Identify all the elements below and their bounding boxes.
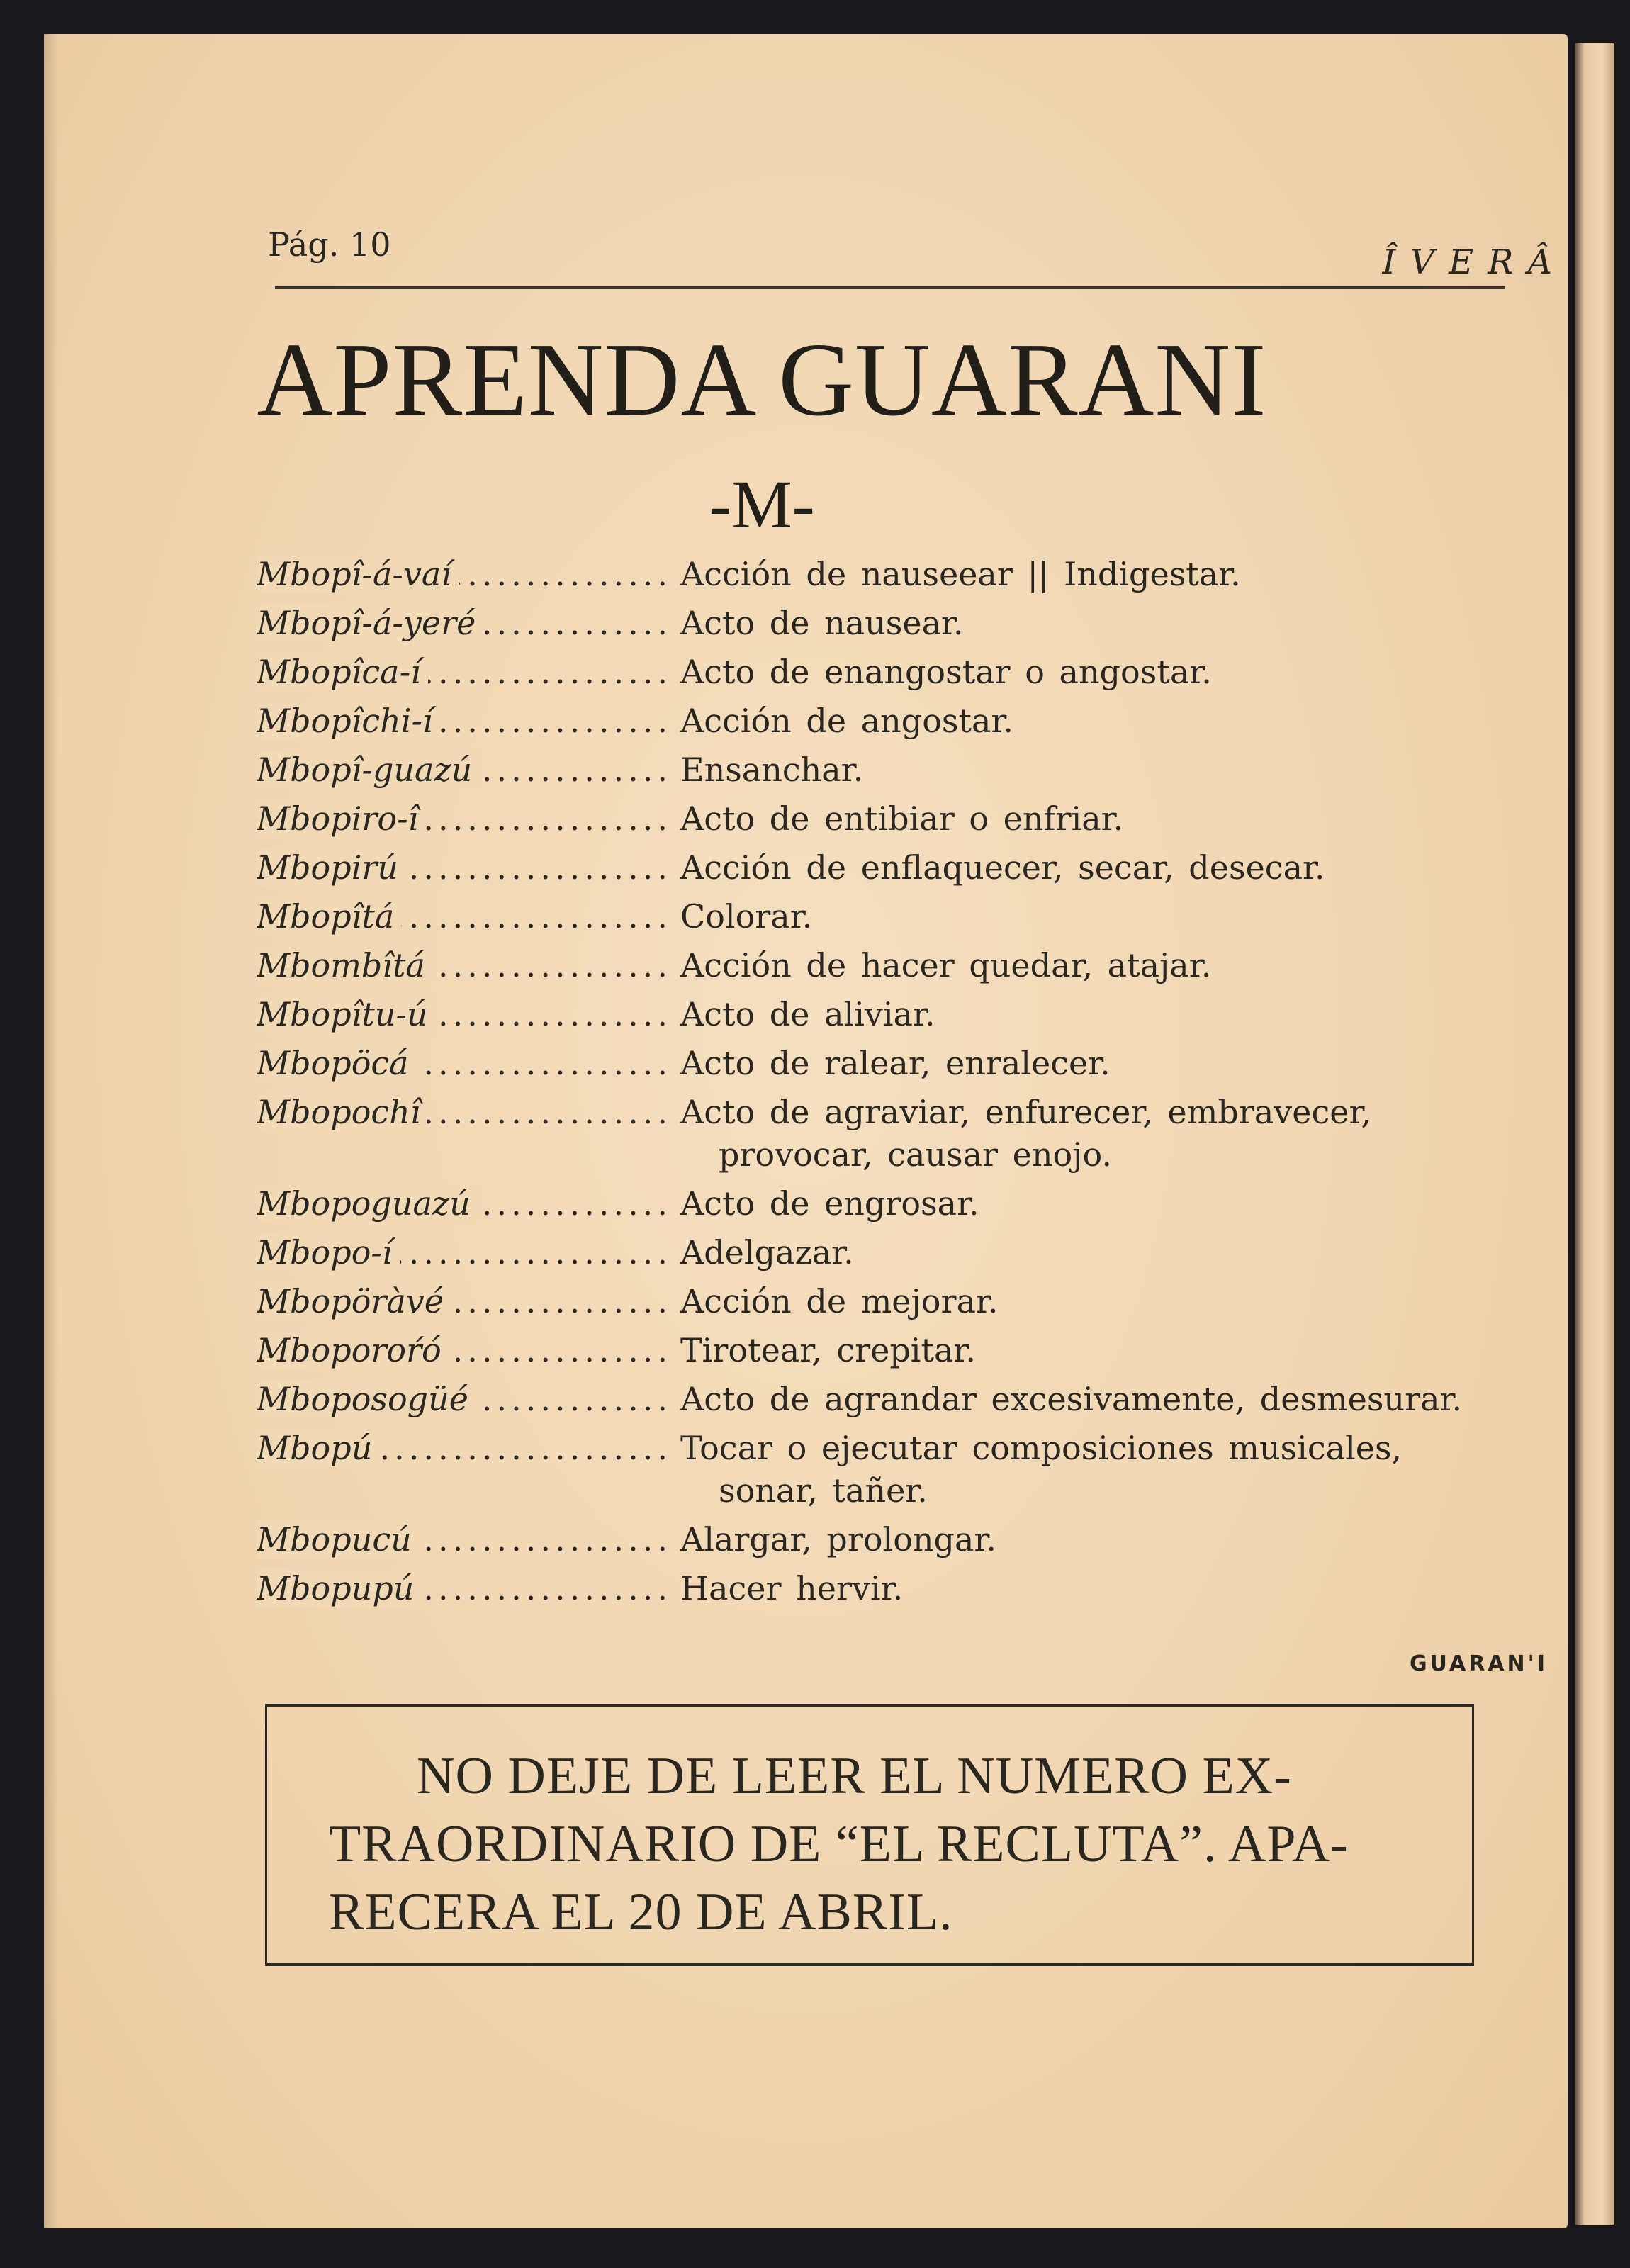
entry-definition: Acto de agrandar excesivamente, desmesurar.: [680, 1380, 1463, 1418]
entry-term: Mbopöcá .....: [257, 1042, 680, 1084]
glossary-entry: [257, 1518, 1504, 1561]
entry-definition: Adelgazar.: [680, 1233, 854, 1271]
entry-definition: Acto de agraviar, enfurecer, embravecer, provocar, causar enojo.: [680, 1091, 1504, 1176]
glossary-list: [257, 553, 1504, 1616]
entry-term: Mbopirú .....: [257, 846, 680, 889]
glossary-entry: [257, 1567, 1504, 1610]
entry-definition-continued: provocar, causar enojo.: [719, 1135, 1112, 1174]
glossary-entry: [257, 1042, 1504, 1084]
entry-definition: Acción de mejorar.: [680, 1282, 999, 1320]
author-signature: GUARAN'I: [1409, 1651, 1548, 1676]
glossary-entry: [257, 700, 1504, 742]
notice-line-2: TRAORDINARIO DE “EL RECLUTA”. APA-: [329, 1815, 1349, 1873]
section-letter: -M-: [709, 466, 815, 542]
glossary-entry: [257, 748, 1504, 791]
entry-definition: Tocar o ejecutar composiciones musicales, sonar, tañer.: [680, 1427, 1504, 1512]
glossary-entry: [257, 1182, 1504, 1225]
entry-definition: Alargar, prolongar.: [680, 1520, 996, 1559]
notice-line-1: NO DEJE DE LEER EL NUMERO EX-: [417, 1747, 1292, 1805]
entry-definition: Acción de angostar.: [680, 702, 1013, 740]
glossary-entry: [257, 797, 1504, 840]
glossary-entry: [257, 651, 1504, 693]
entry-definition: Acto de engrosar.: [680, 1184, 979, 1223]
entry-term: Mbopîchi-í .....: [257, 700, 680, 742]
entry-definition: Acción de enflaquecer, secar, desecar.: [680, 848, 1325, 887]
entry-term: Mbopoguazú .....: [257, 1182, 680, 1225]
entry-term: Mbopîtá .....: [257, 895, 680, 938]
header-rule: [275, 286, 1505, 289]
entry-term: Mbopú .....: [257, 1427, 680, 1469]
entry-term: Mbopî-guazú .....: [257, 748, 680, 791]
page-number: Pág. 10: [268, 225, 391, 264]
entry-term: Mbopochî .....: [257, 1091, 680, 1133]
next-page-edge: [1575, 43, 1614, 2225]
entry-definition: Acto de ralear, enralecer.: [680, 1044, 1111, 1082]
glossary-entry: [257, 1378, 1504, 1420]
glossary-entry: [257, 1329, 1504, 1371]
entry-definition-continued: sonar, tañer.: [719, 1471, 928, 1510]
page-title: APRENDA GUARANI: [257, 322, 1267, 438]
entry-term: Mbopo-í .....: [257, 1231, 680, 1274]
glossary-entry: [257, 1427, 1504, 1512]
entry-definition: Acción de nauseear || Indigestar.: [680, 555, 1241, 593]
notice-text: [329, 1742, 1420, 1946]
glossary-entry: [257, 1280, 1504, 1323]
entry-term: Mbopîtu-ú .....: [257, 993, 680, 1035]
entry-term: Mbopîca-í .....: [257, 651, 680, 693]
glossary-entry: [257, 602, 1504, 644]
entry-term: Mbopöràvé .....: [257, 1280, 680, 1323]
glossary-entry: [257, 846, 1504, 889]
entry-term: Mbombîtá .....: [257, 944, 680, 987]
entry-definition: Acción de hacer quedar, atajar.: [680, 946, 1212, 984]
glossary-entry: [257, 1091, 1504, 1176]
entry-definition: Tirotear, crepitar.: [680, 1331, 976, 1369]
entry-definition: Colorar.: [680, 897, 813, 936]
entry-definition: Acto de aliviar.: [680, 995, 935, 1033]
glossary-entry: [257, 944, 1504, 987]
entry-definition: Ensanchar.: [680, 751, 864, 789]
magazine-name: ÎVERÂ: [1382, 242, 1566, 282]
entry-term: Mbopî-á-vaí .....: [257, 553, 680, 595]
entry-term: Mboposogüé .....: [257, 1378, 680, 1420]
entry-term: Mbopupú .....: [257, 1567, 680, 1610]
entry-definition: Acto de nausear.: [680, 604, 964, 642]
entry-term: Mbopucú .....: [257, 1518, 680, 1561]
entry-definition: Acto de entibiar o enfriar.: [680, 799, 1124, 838]
glossary-entry: [257, 895, 1504, 938]
notice-line-3: RECERA EL 20 DE ABRIL.: [329, 1883, 953, 1941]
entry-term: Mboporoŕó .....: [257, 1329, 680, 1371]
entry-definition: Acto de enangostar o angostar.: [680, 653, 1212, 691]
glossary-entry: [257, 553, 1504, 595]
glossary-entry: [257, 993, 1504, 1035]
entry-term: Mbopiro-î .....: [257, 797, 680, 840]
entry-definition: Hacer hervir.: [680, 1569, 904, 1607]
entry-term: Mbopî-á-yeré .....: [257, 602, 680, 644]
glossary-entry: [257, 1231, 1504, 1274]
